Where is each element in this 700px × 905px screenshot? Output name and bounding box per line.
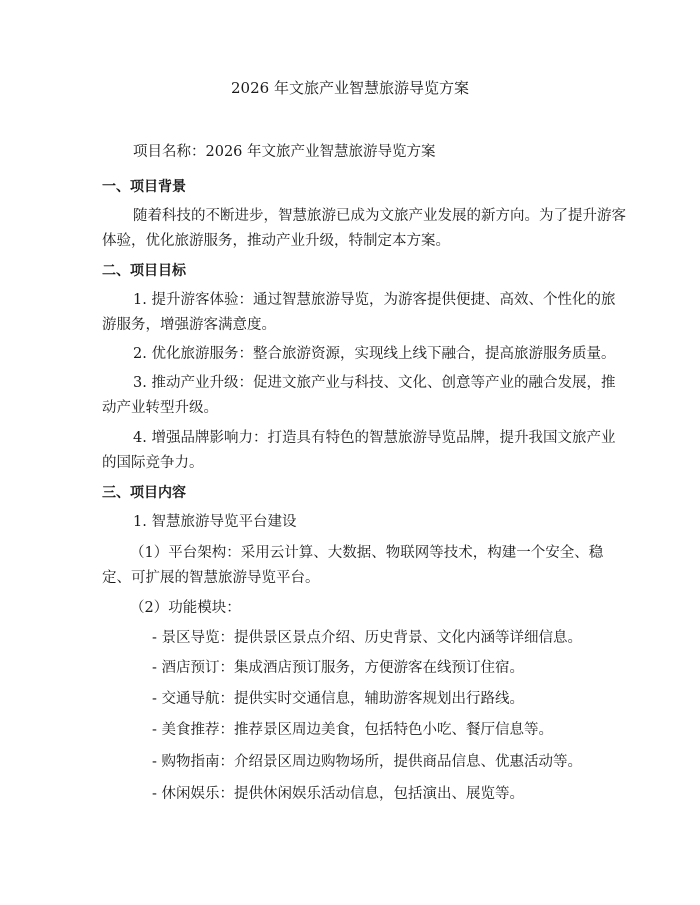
goal-item-line: 2. 优化旅游服务：整合旅游资源，实现线上线下融合，提高旅游服务质量。	[133, 346, 616, 362]
document-title: 2026 年文旅产业智慧旅游导览方案	[231, 79, 469, 97]
goal-item-line: 1. 提升游客体验：通过智慧旅游导览，为游客提供便捷、高效、个性化的旅	[133, 292, 616, 308]
modules-label: （2）功能模块：	[130, 600, 241, 616]
goal-item-line: 4. 增强品牌影响力：打造具有特色的智慧旅游导览品牌，提升我国文旅产业	[133, 430, 616, 446]
paragraph-line: 体验，优化旅游服务，推动产业升级，特制定本方案。	[102, 233, 450, 249]
module-item: - 美食推荐：推荐景区周边美食，包括特色小吃、餐厅信息等。	[152, 722, 554, 738]
paragraph-line: 定、可扩展的智慧旅游导览平台。	[102, 570, 320, 586]
module-item: - 酒店预订：集成酒店预订服务，方便游客在线预订住宿。	[152, 660, 525, 676]
section-heading-background: 一、项目背景	[102, 179, 186, 195]
module-item: - 景区导览：提供景区景点介绍、历史背景、文化内涵等详细信息。	[152, 630, 583, 646]
module-item: - 交通导航：提供实时交通信息，辅助游客规划出行路线。	[152, 691, 525, 707]
project-name: 项目名称：2026 年文旅产业智慧旅游导览方案	[133, 144, 436, 160]
goal-item-line: 动产业转型升级。	[102, 400, 218, 416]
subsection-title: 1. 智慧旅游导览平台建设	[133, 514, 297, 530]
goal-item-line: 的国际竞争力。	[102, 455, 204, 471]
goal-item-line: 3. 推动产业升级：促进文旅产业与科技、文化、创意等产业的融合发展，推	[133, 375, 616, 391]
paragraph-line: （1）平台架构：采用云计算、大数据、物联网等技术，构建一个安全、稳	[130, 545, 604, 561]
section-heading-goals: 二、项目目标	[102, 263, 186, 279]
section-heading-content: 三、项目内容	[102, 485, 186, 501]
goal-item-line: 游服务，增强游客满意度。	[102, 317, 276, 333]
module-item: - 购物指南：介绍景区周边购物场所，提供商品信息、优惠活动等。	[152, 754, 583, 770]
module-item: - 休闲娱乐：提供休闲娱乐活动信息，包括演出、展览等。	[152, 786, 525, 802]
paragraph-line: 随着科技的不断进步，智慧旅游已成为文旅产业发展的新方向。为了提升游客	[133, 208, 626, 224]
